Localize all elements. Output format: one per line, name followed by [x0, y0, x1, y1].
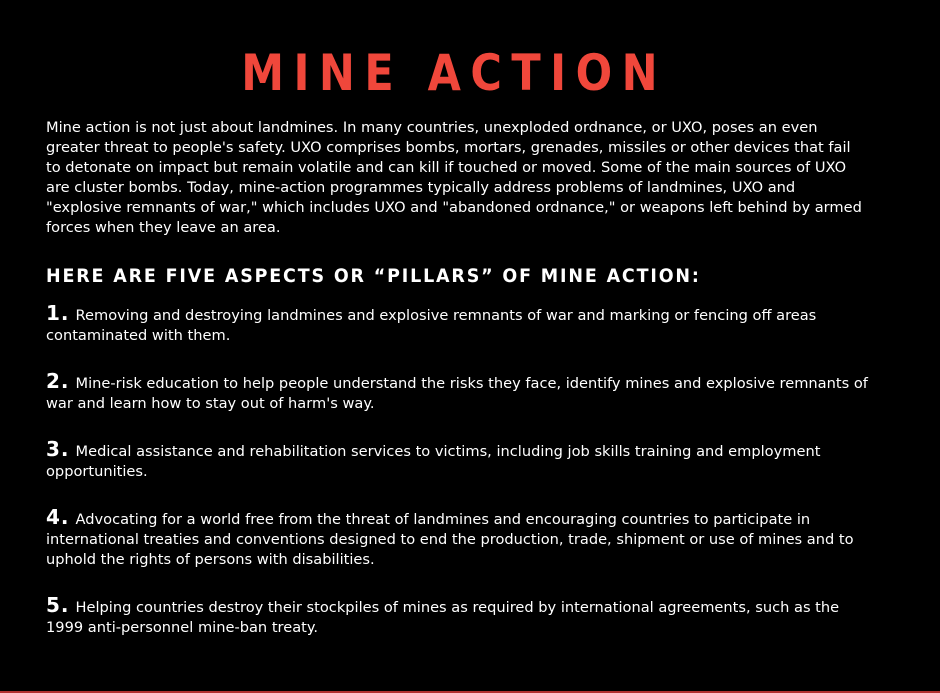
pillar-item-2 — [46, 371, 906, 414]
pillar-item-4 — [46, 507, 906, 570]
page-title: MINE ACTION — [241, 44, 668, 102]
pillar-number-4: 4. — [46, 505, 70, 529]
pillars-heading: HERE ARE FIVE ASPECTS OR “PILLARS” OF MINE ACTION: — [46, 265, 701, 287]
pillar-number-5: 5. — [46, 593, 70, 617]
pillar-text-5: Helping countries destroy their stockpiles of mines as required by international agreements, such as the 1999 anti-personnel mine-ban treaty. — [46, 599, 840, 636]
pillar-item-1 — [46, 303, 906, 346]
pillar-text-1: Removing and destroying landmines and explosive remnants of war and marking or fencing off areas contaminated with them. — [46, 307, 817, 344]
pillar-number-1: 1. — [46, 301, 70, 325]
pillar-text-3: Medical assistance and rehabilitation services to victims, including job skills training and employment opportunities. — [46, 443, 821, 480]
pillar-item-3 — [46, 439, 906, 482]
pillar-number-2: 2. — [46, 369, 70, 393]
pillar-text-4: Advocating for a world free from the threat of landmines and encouraging countries to participate in international treaties and conventions designed to end the production, trade, shipment or use of mines and to uphold the rights of persons with disabilities. — [46, 511, 854, 568]
pillar-item-5 — [46, 595, 906, 638]
pillar-number-3: 3. — [46, 437, 70, 461]
pillar-text-2: Mine-risk education to help people understand the risks they face, identify mines and explosive remnants of war and learn how to stay out of harm's way. — [46, 375, 868, 412]
intro-paragraph: Mine action is not just about landmines. In many countries, unexploded ordnance, or UXO, poses an even greater threat to people's safety. UXO comprises bombs, mortars, grenades, missiles or other devices that fail to detonate on impact but remain volatile and can kill if touched or moved. Some of the main sources of UXO are cluster bombs. Today, mine-action programmes typically address problems of landmines, UXO and "explosive remnants of war," which includes UXO and "abandoned ordnance," or weapons left behind by armed forces when they leave an area. — [46, 119, 862, 236]
